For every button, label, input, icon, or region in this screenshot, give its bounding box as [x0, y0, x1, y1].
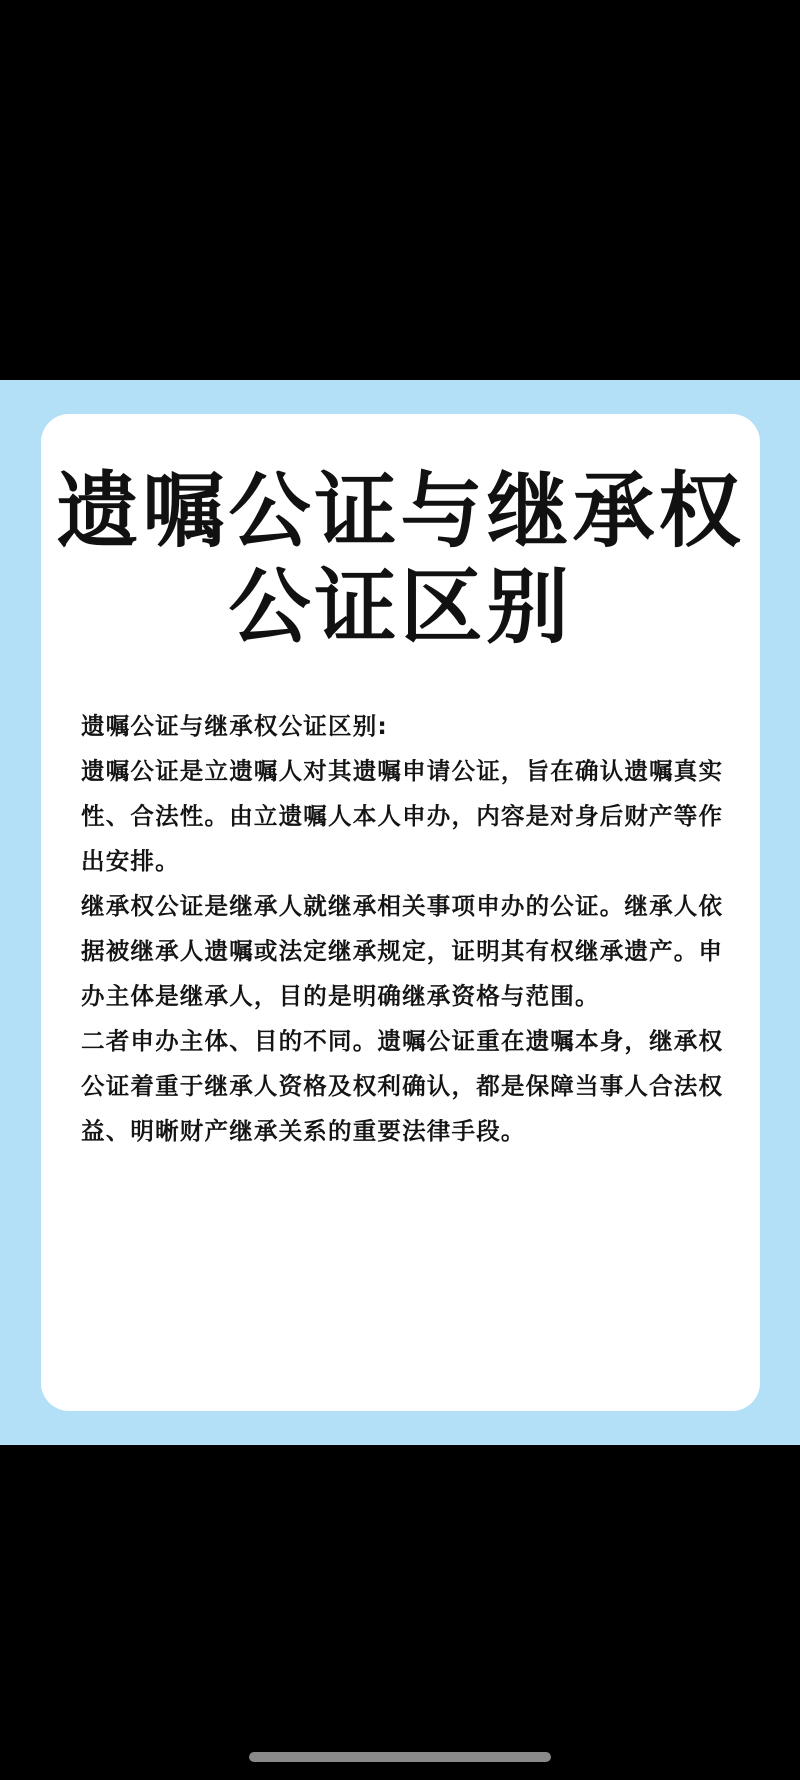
page-title — [41, 464, 760, 656]
content-card — [41, 414, 760, 1411]
home-indicator-bar[interactable] — [249, 1752, 551, 1762]
top-black-area — [0, 0, 800, 380]
paragraph-inheritance-notarization: 继承权公证是继承人就继承相关事项申办的公证。继承人依据被继承人遗嘱或法定继承规定，证明其有权继承遗产。申办主体是继承人，目的是明确继承资格与范围。 — [81, 892, 724, 1010]
title-line-1: 遗嘱公证与继承权 — [56, 464, 745, 559]
paragraph-will-notarization: 遗嘱公证是立遗嘱人对其遗嘱申请公证，旨在确认遗嘱真实性、合法性。由立遗嘱人本人申办，内容是对身后财产等作出安排。 — [81, 757, 724, 875]
paragraph-difference-summary: 二者申办主体、目的不同。遗嘱公证重在遗嘱本身，继承权公证着重于继承人资格及权利确认，都是保障当事人合法权益、明晰财产继承关系的重要法律手段。 — [81, 1027, 724, 1145]
title-line-2: 公证区别 — [228, 560, 573, 655]
article-body — [81, 704, 731, 1154]
paragraph-heading: 遗嘱公证与继承权公证区别: — [81, 712, 388, 740]
